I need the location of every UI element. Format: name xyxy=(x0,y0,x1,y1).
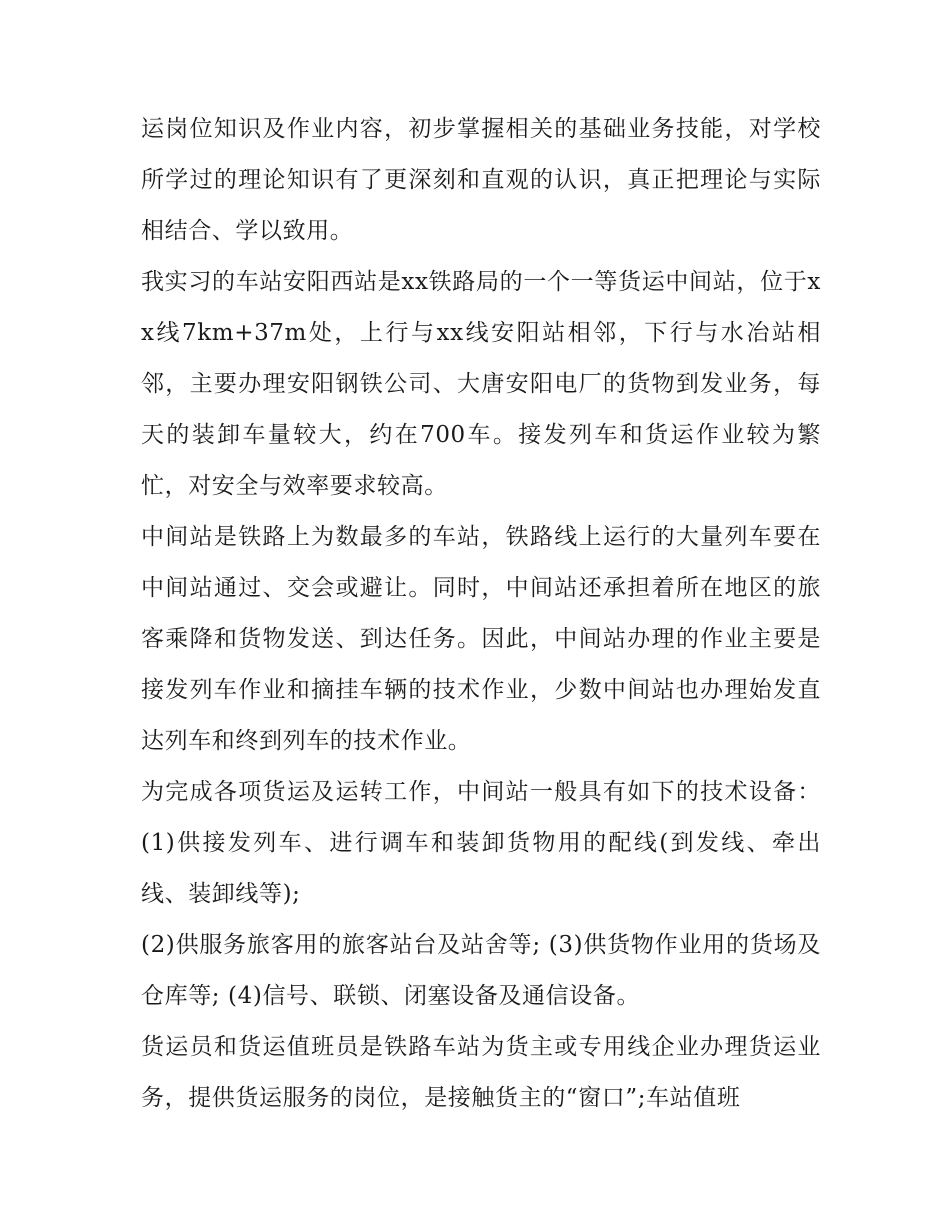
paragraph-6: 货运员和货运值班员是铁路车站为货主或专用线企业办理货运业务，提供货运服务的岗位，是接触货主的“窗口”;车站值班 xyxy=(141,1034,821,1111)
paragraph-3: 中间站是铁路上为数最多的车站，铁路线上运行的大量列车要在中间站通过、交会或避让。同时，中间站还承担着所在地区的旅客乘降和货物发送、到达任务。因此，中间站办理的作业主要是接发列车作业和摘挂车辆的技术作业，少数中间站也办理始发直达列车和终到列车的技术作业。 xyxy=(141,524,821,754)
paragraph-2: 我实习的车站安阳西站是xx铁路局的一个一等货运中间站，位于xx线7km+37m处，上行与xx线安阳站相邻，下行与水冶站相邻，主要办理安阳钢铁公司、大唐安阳电厂的货物到发业务，每天的装卸车量较大，约在700车。接发列车和货运作业较为繁忙，对安全与效率要求较高。 xyxy=(141,269,821,499)
paragraph-4: 为完成各项货运及运转工作，中间站一般具有如下的技术设备： (1)供接发列车、进行调车和装卸货物用的配线(到发线、牵出线、装卸线等); xyxy=(141,779,821,907)
paragraph-5: (2)供服务旅客用的旅客站台及站舍等; (3)供货物作业用的货场及仓库等; (4)信号、联锁、闭塞设备及通信设备。 xyxy=(141,932,821,1009)
document-page xyxy=(141,104,821,1124)
paragraph-1: 运岗位知识及作业内容，初步掌握相关的基础业务技能，对学校所学过的理论知识有了更深刻和直观的认识，真正把理论与实际相结合、学以致用。 xyxy=(141,116,821,244)
